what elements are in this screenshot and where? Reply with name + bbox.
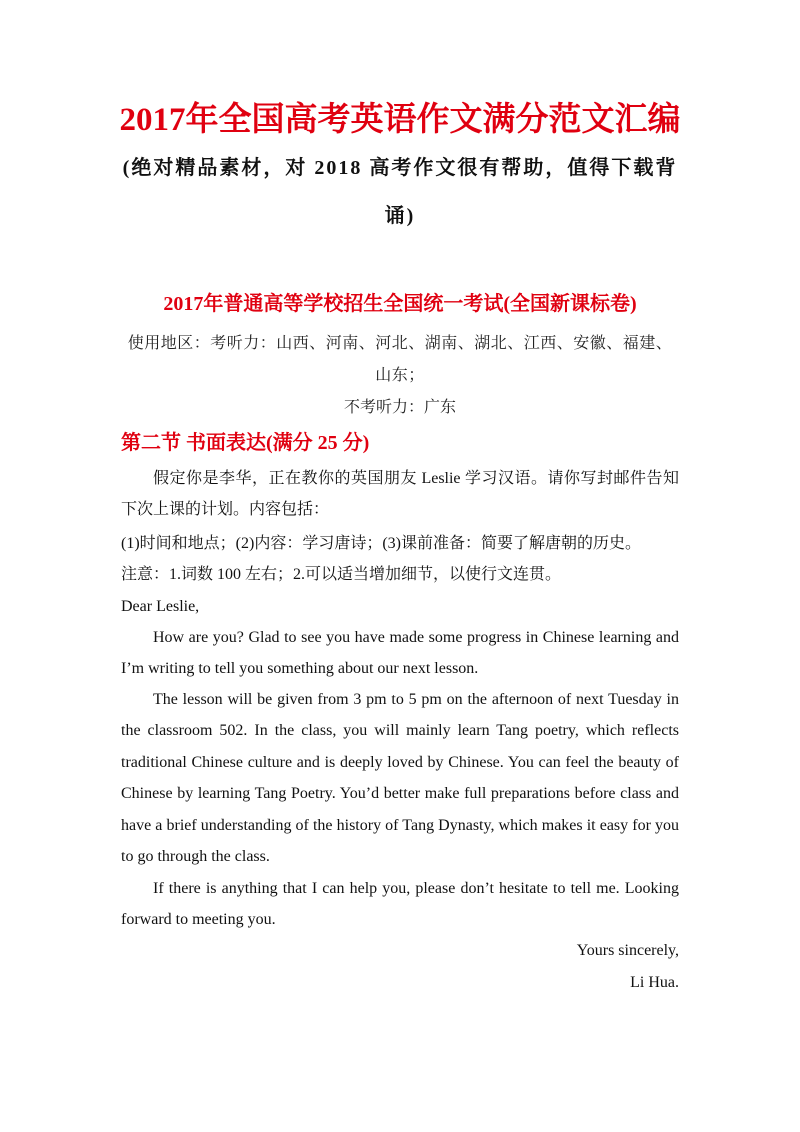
letter-signature: Li Hua. — [630, 974, 679, 991]
letter-closing: Yours sincerely, — [576, 942, 679, 959]
regions-no-listening: 不考听力：广东 — [343, 399, 456, 416]
section-heading: 第二节 书面表达(满分 25 分) — [121, 432, 370, 454]
task-items: (1)时间和地点；(2)内容：学习唐诗；(3)课前准备：简要了解唐朝的历史。 — [121, 535, 641, 552]
document-subtitle: (绝对精品素材，对 2018 高考作文很有帮助，值得下载背诵) — [122, 157, 678, 227]
exam-title: 2017年普通高等学校招生全国统一考试(全国新课标卷) — [163, 293, 637, 315]
document-title: 2017年全国高考英语作文满分范文汇编 — [119, 102, 681, 138]
letter-paragraph-3: If there is anything that I can help you, please don’t hesitate to tell me. Looking forward to meeting you. — [121, 880, 679, 929]
regions-listening: 使用地区：考听力：山西、河南、河北、湖南、湖北、江西、安徽、福建、山东； — [127, 335, 673, 384]
letter-greeting: Dear Leslie, — [121, 598, 200, 615]
letter-paragraph-2: The lesson will be given from 3 pm to 5 pm on the afternoon of next Tuesday in the classroom 502. In the class, you will mainly learn Tang poetry, which reflects traditional Chinese culture and is deeply loved by Chinese. You can feel the beauty of Chinese by learning Tang Poetry. You’d better make full preparations before class and have a brief understanding of the history of Tang Dynasty, which makes it easy for you to go through the class. — [121, 691, 679, 866]
task-prompt: 假定你是李华，正在教你的英国朋友 Leslie 学习汉语。请你写封邮件告知下次上课的计划。内容包括： — [121, 470, 679, 519]
letter-paragraph-1: How are you? Glad to see you have made some progress in Chinese learning and I’m writing to tell you something about our next lesson. — [121, 629, 679, 678]
task-note: 注意：1.词数 100 左右；2.可以适当增加细节，以使行文连贯。 — [121, 566, 562, 583]
